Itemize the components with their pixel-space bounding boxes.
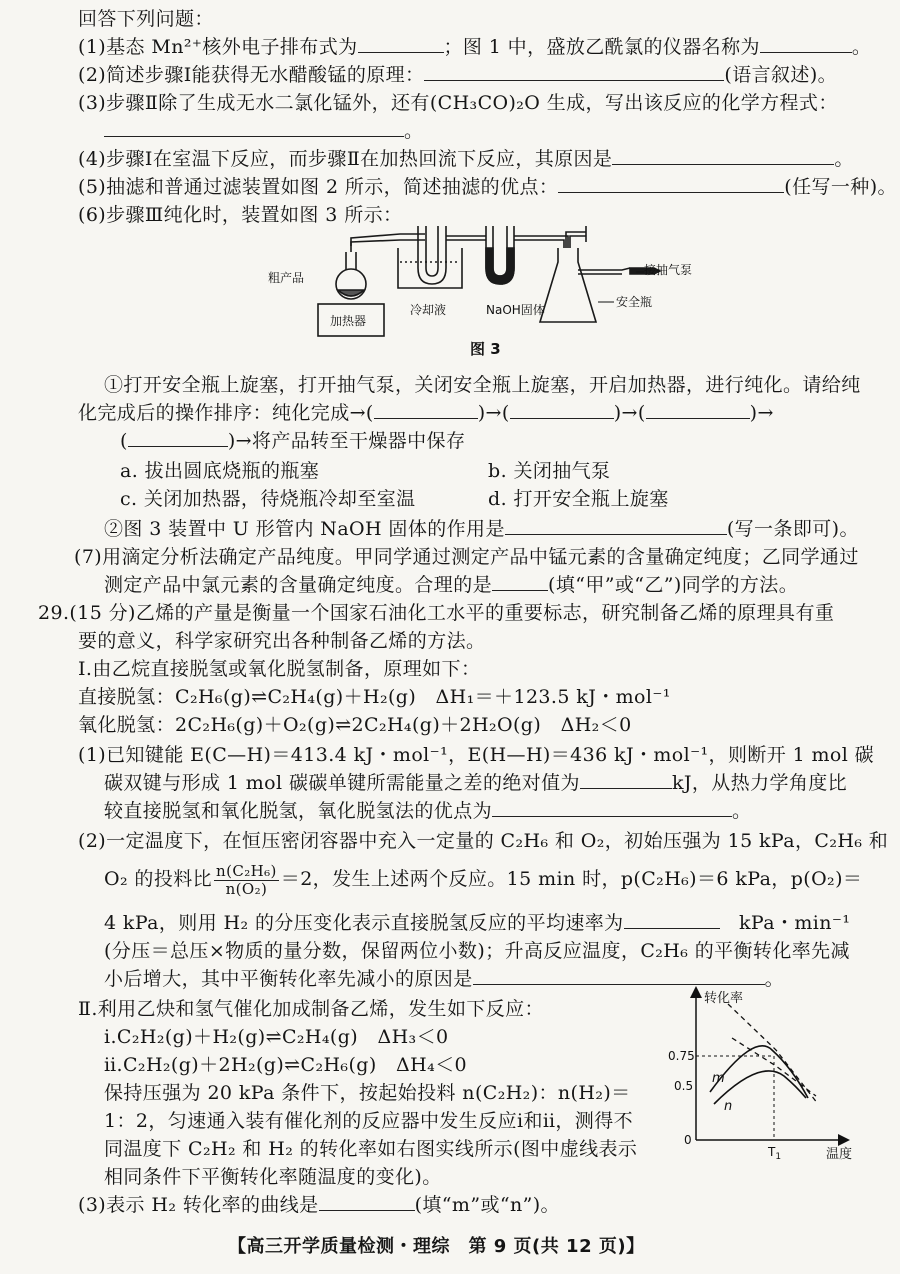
answer-blank[interactable] bbox=[424, 62, 724, 81]
q1-text-c: 。 bbox=[851, 36, 872, 58]
condition-line-4: 相同条件下平衡转化率随温度的变化)。 bbox=[104, 1166, 442, 1188]
answer-blank[interactable] bbox=[760, 34, 852, 53]
section-2-title: Ⅱ.利用乙炔和氢气催化加成制备乙烯，发生如下反应： bbox=[78, 998, 544, 1020]
question-3-answer bbox=[104, 118, 423, 144]
equation-oxidative: 氧化脱氢：2C₂H₆(g)＋O₂(g)⇌2C₂H₄(g)＋2H₂O(g) ΔH₂＜0 bbox=[78, 714, 632, 736]
answer-blank[interactable] bbox=[646, 400, 750, 419]
answer-blank[interactable] bbox=[580, 770, 672, 789]
b2-text-e2: 。 bbox=[764, 968, 785, 990]
label-heater: 加热器 bbox=[330, 314, 367, 328]
answer-blank[interactable] bbox=[104, 118, 404, 137]
q5-text-a: (5)抽滤和普通过滤装置如图 2 所示，简述抽滤的优点： bbox=[78, 176, 559, 198]
q1-text-b: ；图 1 中，盛放乙酰氯的仪器名称为 bbox=[443, 36, 760, 58]
y-tick-075: 0.75 bbox=[668, 1049, 695, 1063]
b1-text-b: 碳双键与形成 1 mol 碳碳单键所需能量之差的绝对值为 bbox=[104, 772, 580, 794]
step-2 bbox=[104, 516, 859, 542]
section-1-title: Ⅰ.由乙烷直接脱氢或氧化脱氢制备，原理如下： bbox=[78, 658, 481, 680]
cooling-bath bbox=[398, 248, 462, 288]
step-1-text: ①打开安全瓶上旋塞，打开抽气泵，关闭安全瓶上旋塞，开启加热器，进行纯化。请给纯 bbox=[104, 374, 861, 396]
t1-label: $T_1$ bbox=[768, 1145, 782, 1162]
q2-text-b: (语言叙述)。 bbox=[724, 64, 838, 86]
option-c: c. 关闭加热器，待烧瓶冷却至室温 bbox=[120, 488, 416, 510]
curve-n-label: n bbox=[724, 1099, 733, 1114]
y-tick-05: 0.5 bbox=[674, 1079, 694, 1093]
s2-text-a: ②图 3 装置中 U 形管内 NaOH 固体的作用是 bbox=[104, 518, 505, 540]
sub-question-2-rate bbox=[104, 910, 850, 936]
order-end-text: )→将产品转至干燥器中保存 bbox=[227, 430, 466, 452]
figure-3-caption: 图 3 bbox=[470, 340, 501, 358]
q4-text-a: (4)步骤Ⅰ在室温下反应，而步骤Ⅱ在加热回流下反应，其原因是 bbox=[78, 148, 613, 170]
condition-line-2: 1：2，匀速通入装有催化剂的反应器中发生反应ⅰ和ⅱ，测得不 bbox=[104, 1110, 634, 1132]
conversion-temperature-graph bbox=[668, 984, 868, 1170]
b2-text-c1: 4 kPa，则用 H₂ 的分压变化表示直接脱氢反应的平均速率为 bbox=[104, 912, 624, 934]
order-arrow-1: )→( bbox=[477, 402, 510, 424]
answer-blank[interactable] bbox=[492, 798, 732, 817]
origin-label: 0 bbox=[684, 1133, 692, 1147]
question-7: (7)用滴定分析法确定产品纯度。甲同学通过测定产品中锰元素的含量确定纯度；乙同学通过 bbox=[74, 546, 859, 568]
b2-text-b1: O₂ 的投料比 bbox=[104, 868, 213, 890]
figure-3-apparatus bbox=[250, 218, 720, 378]
order-arrow-2: )→( bbox=[613, 402, 646, 424]
problem-29-cont: 要的意义，科学家研究出各种制备乙烯的方法。 bbox=[78, 630, 486, 652]
answer-blank[interactable] bbox=[128, 428, 228, 447]
problem-29: 29.(15 分)乙烯的产量是衡量一个国家石油化工水平的重要标志，研究制备乙烯的原理具有重 bbox=[38, 602, 835, 624]
answer-blank[interactable] bbox=[358, 34, 444, 53]
fraction-denominator: n(O₂) bbox=[225, 879, 268, 898]
answer-blank[interactable] bbox=[374, 400, 478, 419]
q3-text-b: 。 bbox=[404, 120, 424, 142]
q4-text-b: 。 bbox=[834, 148, 854, 170]
question-3: (3)步骤Ⅱ除了生成无水二氯化锰外，还有(CH₃CO)₂O 生成，写出该反应的化学方程式： bbox=[78, 92, 838, 114]
answer-blank[interactable] bbox=[492, 572, 548, 591]
question-4 bbox=[78, 146, 854, 172]
feed-ratio-fraction bbox=[214, 863, 279, 898]
option-d: d. 打开安全瓶上旋塞 bbox=[488, 488, 669, 510]
step-1-ordering-cont bbox=[120, 428, 465, 454]
condition-line-1: 保持压强为 20 kPa 条件下，按起始投料 n(C₂H₂)：n(H₂)＝ bbox=[104, 1082, 631, 1104]
sub-question-2: (2)一定温度下，在恒压密闭容器中充入一定量的 C₂H₆ 和 O₂，初始压强为 15 kPa，C₂H₆ 和 bbox=[78, 830, 889, 852]
sub-question-3 bbox=[78, 1192, 560, 1218]
label-crude-product: 粗产品 bbox=[268, 271, 305, 285]
equilibrium-curve-upper bbox=[728, 1004, 818, 1104]
b2-text-c2: kPa・min⁻¹ bbox=[738, 912, 851, 934]
b3-text-a: (3)表示 H₂ 转化率的曲线是 bbox=[78, 1194, 319, 1216]
label-naoh: NaOH固体 bbox=[486, 303, 545, 317]
order-text: 化完成后的操作排序：纯化完成→( bbox=[78, 402, 374, 424]
answer-blank[interactable] bbox=[473, 966, 765, 985]
condition-line-3: 同温度下 C₂H₂ 和 H₂ 的转化率如右图实线所示(图中虚线表示 bbox=[104, 1138, 638, 1160]
answer-blank[interactable] bbox=[612, 146, 834, 165]
q2-text-a: (2)简述步骤Ⅰ能获得无水醋酸锰的原理： bbox=[78, 64, 425, 86]
b1-text-e: 。 bbox=[732, 800, 752, 822]
b1-text-d: 较直接脱氢和氧化脱氢，氧化脱氢法的优点为 bbox=[104, 800, 493, 822]
answer-blank[interactable] bbox=[319, 1192, 415, 1211]
sub-question-2-note: (分压＝总压×物质的量分数，保留两位小数)；升高反应温度，C₂H₆ 的平衡转化率先减 bbox=[104, 940, 850, 962]
page-footer: 【高三开学质量检测・理综 第 9 页(共 12 页)】 bbox=[228, 1236, 645, 1257]
label-pump: 接抽气泵 bbox=[644, 263, 693, 277]
s2-text-b: (写一条即可)。 bbox=[726, 518, 859, 540]
question-1 bbox=[78, 34, 871, 60]
label-safety-flask: 安全瓶 bbox=[616, 295, 653, 309]
reaction-i: ⅰ.C₂H₂(g)＋H₂(g)⇌C₂H₄(g) ΔH₃＜0 bbox=[104, 1026, 449, 1048]
q1-text-a: (1)基态 Mn²⁺核外电子排布式为 bbox=[78, 36, 358, 58]
sub-question-1-cont bbox=[104, 770, 847, 796]
curve-m-label: m bbox=[712, 1071, 725, 1086]
sub-question-1-end bbox=[104, 798, 751, 824]
answer-blank[interactable] bbox=[505, 516, 727, 535]
order-paren: ( bbox=[120, 430, 128, 452]
b2-text-e1: 小后增大，其中平衡转化率先减小的原因是 bbox=[104, 968, 473, 990]
order-arrow-3: )→ bbox=[749, 402, 774, 424]
sub-question-2-ratio bbox=[104, 860, 862, 898]
b3-text-b: (填“m”或“n”)。 bbox=[414, 1194, 560, 1216]
option-a: a. 拔出圆底烧瓶的瓶塞 bbox=[120, 460, 320, 482]
reaction-ii: ⅱ.C₂H₂(g)＋2H₂(g)⇌C₂H₆(g) ΔH₄＜0 bbox=[104, 1054, 468, 1076]
safety-flask bbox=[540, 248, 596, 322]
q5-text-b: (任写一种)。 bbox=[784, 176, 897, 198]
b1-text-c: kJ，从热力学角度比 bbox=[671, 772, 848, 794]
label-coolant: 冷却液 bbox=[410, 303, 447, 317]
step-1-ordering bbox=[78, 400, 774, 426]
equation-direct: 直接脱氢：C₂H₆(g)⇌C₂H₄(g)＋H₂(g) ΔH₁＝＋123.5 kJ・mol⁻¹ bbox=[78, 686, 671, 708]
y-axis-label: 转化率 bbox=[704, 991, 744, 1006]
b2-text-b2: ＝2，发生上述两个反应。15 min 时，p(C₂H₆)＝6 kPa，p(O₂)＝ bbox=[280, 868, 863, 890]
intro-line: 回答下列问题： bbox=[78, 8, 214, 30]
question-2 bbox=[78, 62, 837, 88]
sub-question-1: (1)已知键能 E(C—H)＝413.4 kJ・mol⁻¹，E(H—H)＝436 kJ・mol⁻¹，则断开 1 mol 碳 bbox=[78, 744, 875, 766]
answer-blank[interactable] bbox=[510, 400, 614, 419]
question-7-cont bbox=[104, 572, 798, 598]
question-6: (6)步骤Ⅲ纯化时，装置如图 3 所示： bbox=[78, 204, 403, 226]
q7-text-b: 测定产品中氯元素的含量确定纯度。合理的是 bbox=[104, 574, 493, 596]
question-5 bbox=[78, 174, 897, 200]
answer-blank[interactable] bbox=[558, 174, 784, 193]
option-b: b. 关闭抽气泵 bbox=[488, 460, 611, 482]
fraction-numerator: n(C₂H₆) bbox=[216, 861, 277, 880]
q7-text-c: (填“甲”或“乙”)同学的方法。 bbox=[548, 574, 799, 596]
x-axis-label: 温度 bbox=[826, 1147, 853, 1162]
answer-blank[interactable] bbox=[624, 910, 720, 929]
